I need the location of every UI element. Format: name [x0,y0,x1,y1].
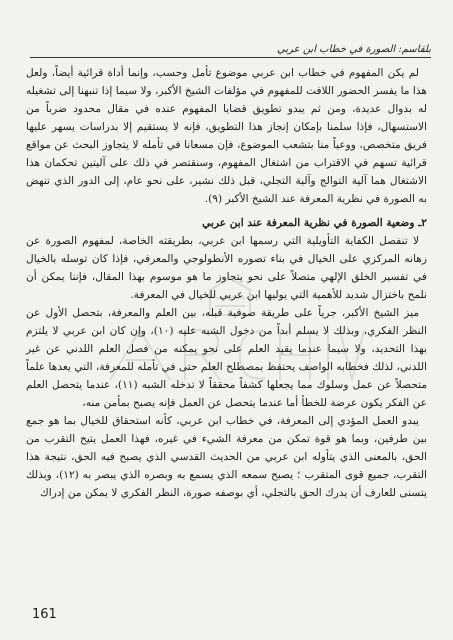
running-header [30,44,431,55]
header-rule [30,57,431,58]
paragraph-imagination: لا تنفصل الكفاية التأويلية التي رسمها ابن عربي، بطريقته الخاصة، لمفهوم الصورة عن رهانه المركزي على الخيال في بناء تصوره الأنطولوجي والمعرفي، فإذا كان توسله بالخيال في تفسير الخلق الإلهي متصلاً على نحو يتجاوز ما هو موسوم بهذا المقال، فإننا يمكن أن نلمح باختزال شديد للأهمية التي يوليها ابن عربي للخيال في المعرفة. [26,235,427,301]
page-number: 161 [32,607,57,622]
running-header-title: بلقاسم: الصورة في خطاب ابن عربي [277,44,431,55]
section-heading: ٢ـ وضعية الصورة في نظرية المعرفة عند ابن عربي [202,217,427,229]
paragraph-intro: لم يكن المفهوم في خطاب ابن عربي موضوع تأمل وحسب، وإنما أداة قرائية أيضاً، ولعل هذا ما يفسر الحضور اللافت للمفهوم في مؤلفات الشيخ الأكبر، ولا سيما إذا تنبهنا إلى تشغيله له بدوال عديدة، ومن ثم يبدو تطويق قضايا المفهوم عنده في مقال محدود ضرباً من الاستسهال، فإذا سلمنا بإمكان إنجاز هذا التطويق، فإنه لا يستقيم إلا بدراسات يسهر عليها فريق متخصص، ووعياً منا بتشعب الموضوع، فإن مسعانا في تأمله لا يتجاوز البحث عن مواقع قرائية تسهم في الاقتراب من اشتغال المفهوم، وسنقتصر في ذلك على آليتين تحكمان هذا الاشتغال هما آلية التوالج وآلية التجلي، قبل ذلك نشير، على نحو عام، إلى الدور الذي تنهض به الصورة في نظرية المعرفة عند الشيخ الأكبر (٩). [26,67,427,205]
paragraph-practice: يبدو العمل المؤدي إلى المعرفة، في خطاب ابن عربي، كأنه استحقاق للخيال بما هو جمع بين طرفين، وبما هو قوة تمكن من معرفة الشيء في غيره، فهذا العمل يتيح التقرب من الحق، بالمعنى الذي يتأوله ابن عربي من الحديث القدسي الذي يصبح فيه الحق، نتيجة هذا التقرب، جميع قوى المتقرب ؛ يصبح سمعه الذي يسمع به وبصره الذي يبصر به (١٢)، وبذلك يتسنى للعارف أن يدرك الحق بالتجلي، أي بوصفه صورة، النظر الفكري لا يمكن من إدراك [26,415,428,499]
paragraph-knowledge: ميز الشيخ الأكبر، جرياً على طريقة صوفية قبله، بين العلم والمعرفة، بتحصل الأول عن النظر الفكري، وبذلك لا يسلم أبداً من دخول الشبه عليه (١٠)، وإن كان ابن عربي لا يلتزم بهذا التحديد، ولا سيما عندما يقيد العلم على نحو يمكنه من فصل العلم اللدني عن غير اللدني، لذلك فخطابه الواصف يحتفظ بمصطلح العلم حتى في تأمله للمعرفة، التي يعدها علماً متحصلاً عن عمل وسلوك مما يجعلها كشفاً محققاً لا تدخله الشبه (١١)، عندما يتحصل العلم عن الفكر يكون عرضة للخطأ أما عندما يتحصل عن العمل فإنه يصبح بمأمن منه، [26,307,427,409]
page-body [26,64,427,502]
